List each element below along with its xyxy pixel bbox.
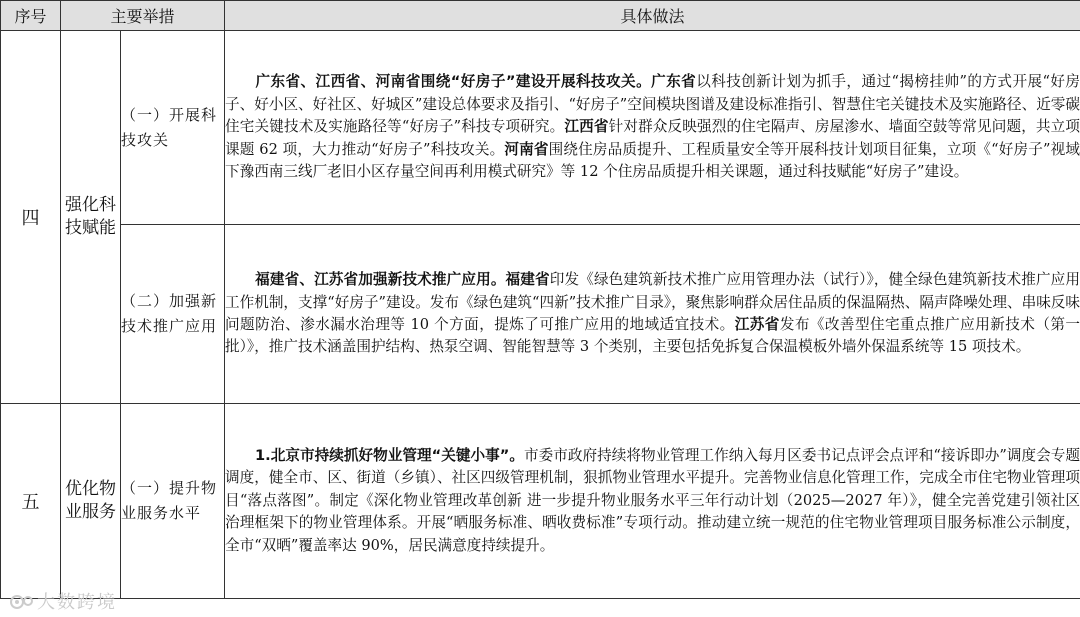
body-text: 针对群众反映强烈的住宅隔声、房屋渗水、墙面空鼓等常见问题，共立项课题 62 项，大力推动“好房子”科技攻关。 [225,118,1080,158]
table-row [1,31,1080,225]
watermark-text: 大数跨境 [37,592,117,613]
sub-measure: （一）提升物业服务水平 [121,404,225,599]
main-measure: 强化科技赋能 [61,31,121,404]
camera-logo-icon [8,593,34,611]
detail-text [225,225,1080,404]
watermark [8,588,117,614]
table-row [1,225,1080,404]
highlight-text: 1.北京市持续抓好物业管理“关键小事”。 [255,446,524,464]
highlight-text: 福建省、江苏省加强新技术推广应用。福建省 [255,271,550,289]
header-detail: 具体做法 [225,1,1080,31]
header-no: 序号 [1,1,61,31]
sub-measure: （一）开展科技攻关 [121,31,225,225]
body-text: 印发《绿色建筑新技术推广应用管理办法（试行）》，健全绿色建筑新技术推广应用工作机制，支撑“好房子”建设。发布《绿色建筑“四新”技术推广目录》，聚焦影响群众居住品质的保温隔热、隔声降噪处理、串味反味问题防治、渗水漏水治理等 10 个方面，提炼了可推广应用的地域适宜技术。 [225,271,1080,333]
detail-text [225,31,1080,225]
highlight-text: 江苏省 [734,316,780,333]
sub-measure: （二）加强新技术推广应用 [121,225,225,404]
table-row [1,404,1080,599]
main-measure: 优化物业服务 [61,404,121,599]
table-header-row [1,1,1080,31]
highlight-text: 江西省 [564,118,609,136]
highlight-text: 广东省、江西省、河南省围绕“好房子”建设开展科技攻关。广东省 [255,73,697,91]
body-text: 围绕住房品质提升、工程质量安全等开展科技计划项目征集，立项《“好房子”视域下豫西南三线厂老旧小区存量空间再利用模式研究》等 12 个住房品质提升相关课题，通过科技赋能“好房子”建设。 [225,140,1080,181]
section-number: 五 [1,404,61,599]
header-measure: 主要举措 [61,1,225,31]
body-text: 发布《改善型住宅重点推广应用新技术（第一批）》，推广技术涵盖围护结构、热泵空调、智能智慧等 3 个类别，主要包括免拆复合保温模板外墙外保温系统等 15 项技术。 [225,316,1080,356]
section-number: 四 [1,31,61,404]
highlight-text: 河南省 [504,140,549,158]
detail-text [225,404,1080,599]
body-text: 市委市政府持续将物业管理工作纳入每月区委书记点评会点评和“接诉即办”调度会专题调度，健全市、区、街道（乡镇）、社区四级管理机制，狠抓物业管理水平提升。完善物业信息化管理工作，完成全市住宅物业管理项目“落点落图”。制定《深化物业管理改革创新 进一步提升物业服务水平三年行动计划（2025—2027 年）》，健全完善党建引领社区治理框架下的物业管理体系。开展“晒服务标准、晒收费标准”专项行动。推动建立统一规范的住宅物业管理项目服务标准公示制度，全市“双晒”覆盖率达 90%，居民满意度持续提升。 [225,446,1080,554]
body-text: 以科技创新计划为抓手，通过“揭榜挂帅”的方式开展“好房子、好小区、好社区、好城区”建设总体要求及指引、“好房子”空间模块图谱及建设标准指引、智慧住宅关键技术及实施路径、近零碳住宅关键技术及实施路径等“好房子”科技专项研究。 [225,73,1080,136]
